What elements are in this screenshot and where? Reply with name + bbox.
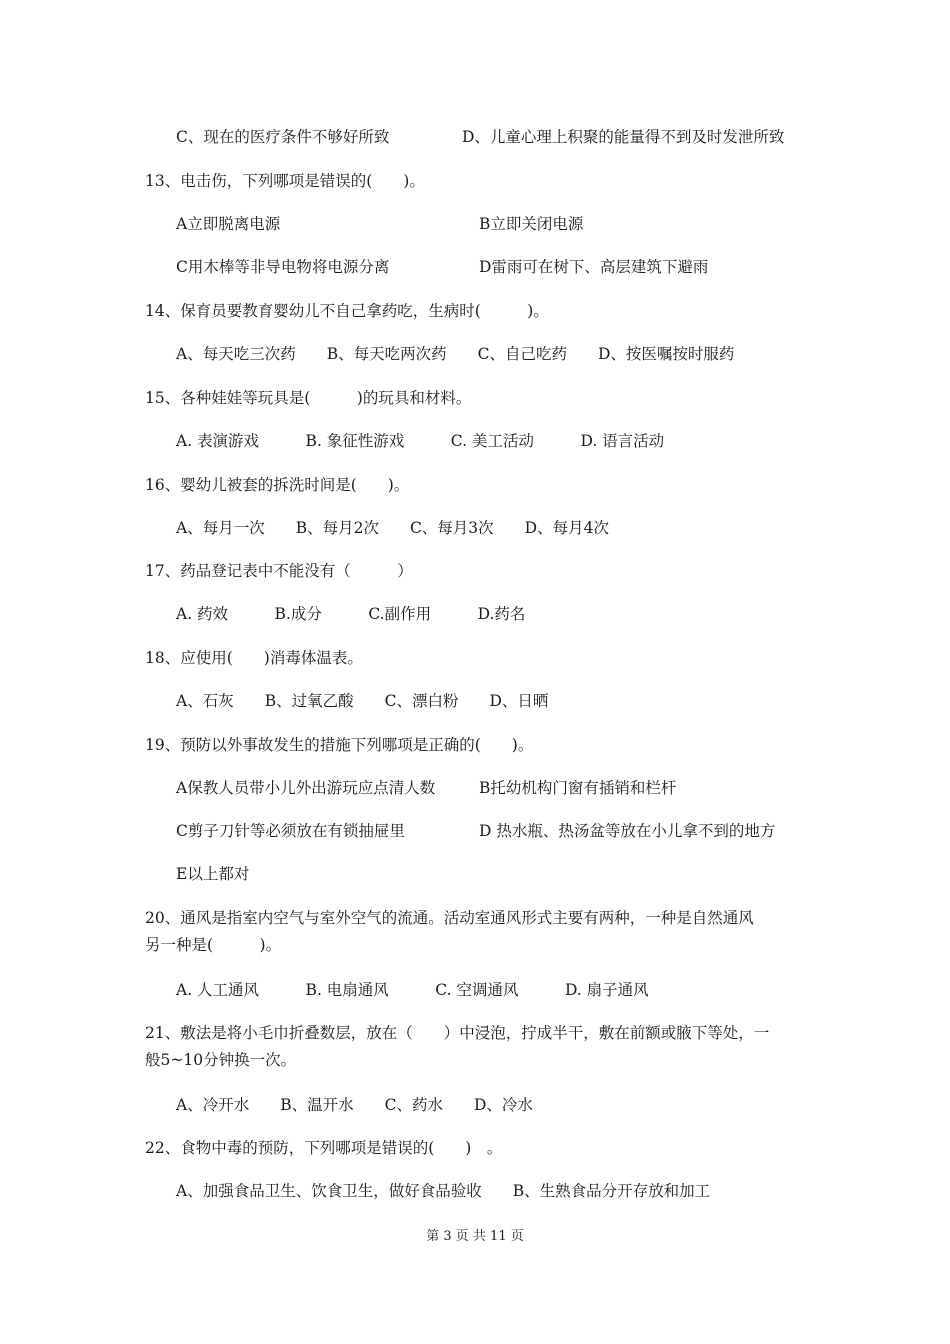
question-16: 16、婴幼儿被套的拆洗时间是( )。 — [145, 476, 410, 494]
question-21-line-2: 般5~10分钟换一次。 — [145, 1051, 297, 1069]
q19-option-a: A保教人员带小儿外出游玩应点清人数 — [176, 779, 436, 797]
q19-option-e: E以上都对 — [176, 865, 250, 883]
question-13: 13、电击伤，下列哪项是错误的( )。 — [145, 172, 425, 190]
q17-options: A. 药效 B.成分 C.副作用 D.药名 — [176, 605, 526, 623]
q14-options: A、每天吃三次药 B、每天吃两次药 C、自己吃药 D、按医嘱按时服药 — [176, 345, 735, 363]
q13-option-a: A立即脱离电源 — [176, 215, 281, 233]
question-18: 18、应使用( )消毒体温表。 — [145, 649, 363, 667]
q18-options: A、石灰 B、过氧乙酸 C、漂白粉 D、日晒 — [176, 692, 549, 710]
question-20-line-1: 20、通风是指室内空气与室外空气的流通。活动室通风形式主要有两种，一种是自然通风 — [145, 909, 754, 927]
page-number-footer: 第 3 页 共 11 页 — [426, 1229, 524, 1244]
q13-option-b: B立即关闭电源 — [479, 215, 584, 233]
q19-option-c: C剪子刀针等必须放在有锁抽屉里 — [176, 822, 405, 840]
question-17: 17、药品登记表中不能没有（ ） — [145, 562, 413, 580]
q12-option-d: D、儿童心理上积聚的能量得不到及时发泄所致 — [462, 128, 785, 146]
q15-options: A. 表演游戏 B. 象征性游戏 C. 美工活动 D. 语言活动 — [176, 432, 665, 450]
q13-option-d: D雷雨可在树下、高层建筑下避雨 — [479, 258, 709, 276]
q22-options-ab: A、加强食品卫生、饮食卫生，做好食品验收 B、生熟食品分开存放和加工 — [176, 1182, 711, 1200]
question-22: 22、食物中毒的预防，下列哪项是错误的( ) 。 — [145, 1139, 503, 1157]
question-21-line-1: 21、敷法是将小毛巾折叠数层，放在（ ）中浸泡，拧成半干，敷在前额或腋下等处，一 — [145, 1024, 770, 1042]
q19-option-d: D 热水瓶、热汤盆等放在小儿拿不到的地方 — [479, 822, 776, 840]
q20-options: A. 人工通风 B. 电扇通风 C. 空调通风 D. 扇子通风 — [176, 981, 649, 999]
question-14: 14、保育员要教育婴幼儿不自己拿药吃，生病时( )。 — [145, 302, 549, 320]
q12-option-c: C、现在的医疗条件不够好所致 — [176, 128, 390, 146]
q13-option-c: C用木棒等非导电物将电源分离 — [176, 258, 390, 276]
q19-option-b: B托幼机构门窗有插销和栏杆 — [479, 779, 677, 797]
q16-options: A、每月一次 B、每月2次 C、每月3次 D、每月4次 — [176, 519, 609, 537]
q21-options: A、冷开水 B、温开水 C、药水 D、冷水 — [176, 1096, 533, 1114]
question-15: 15、各种娃娃等玩具是( )的玩具和材料。 — [145, 389, 472, 407]
question-19: 19、预防以外事故发生的措施下列哪项是正确的( )。 — [145, 736, 534, 754]
question-20-line-2: 另一种是( )。 — [145, 936, 282, 954]
